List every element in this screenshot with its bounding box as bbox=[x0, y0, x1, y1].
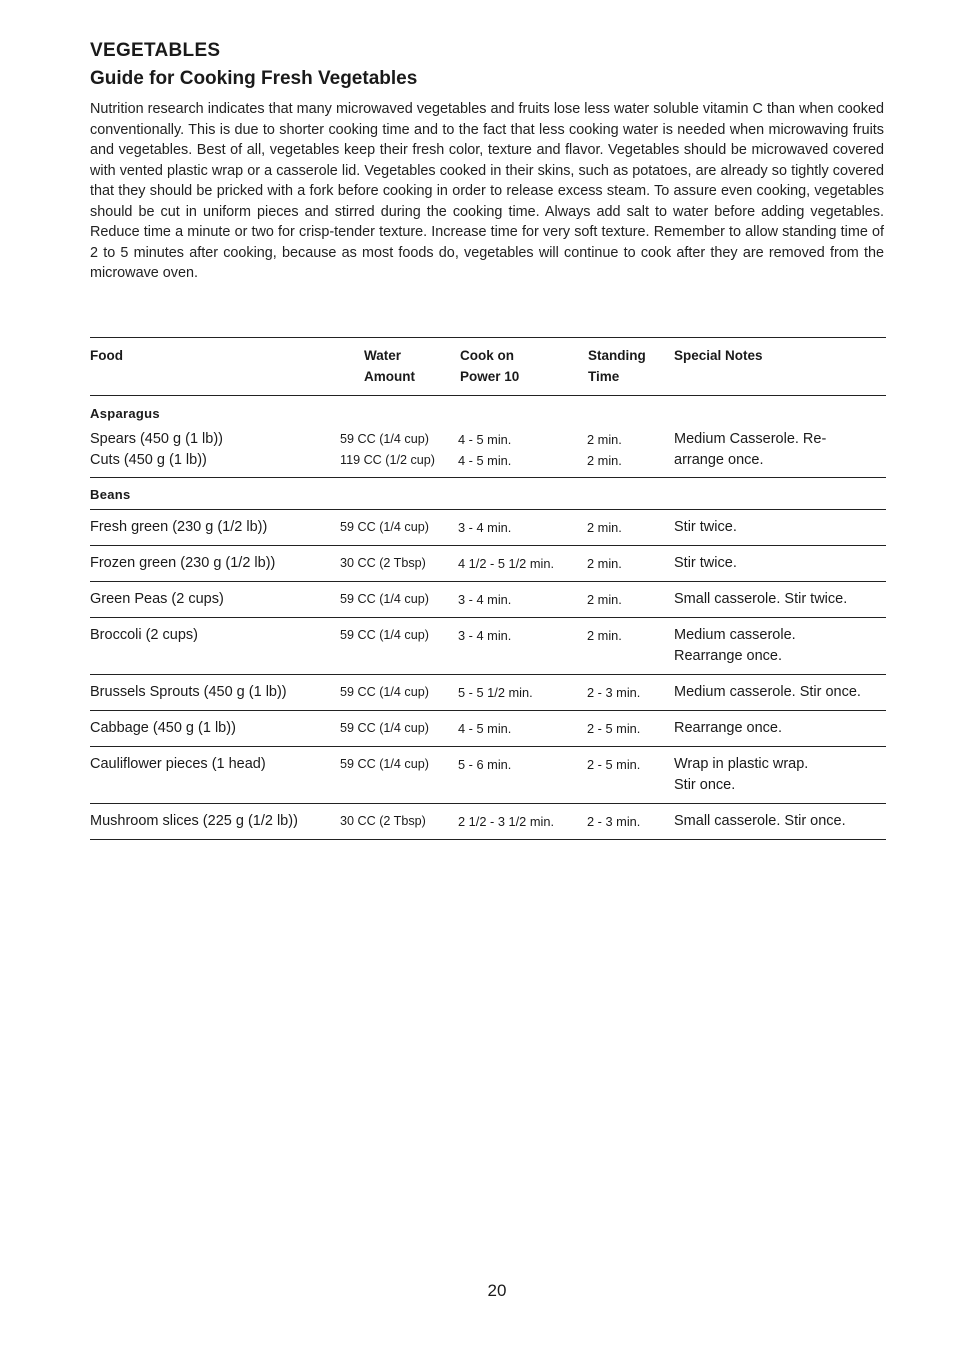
table-row bbox=[90, 675, 886, 711]
cell-food: Cabbage (450 g (1 lb)) bbox=[90, 720, 236, 736]
cell-food: Brussels Sprouts (450 g (1 lb)) bbox=[90, 684, 287, 700]
table-row bbox=[90, 711, 886, 747]
cell-water: 30 CC (2 Tbsp) bbox=[340, 556, 426, 570]
page-number: 20 bbox=[487, 1281, 507, 1300]
cell-notes: Small casserole. Stir once. bbox=[674, 813, 846, 829]
cell-cook: 5 - 6 min. bbox=[458, 757, 512, 772]
category-label: Asparagus bbox=[90, 406, 160, 421]
category-label: Beans bbox=[90, 487, 131, 502]
cell-water: 59 CC (1/4 cup) bbox=[340, 628, 429, 642]
cell-food: Fresh green (230 g (1/2 lb)) bbox=[90, 519, 268, 535]
cell-water: 59 CC (1/4 cup) bbox=[340, 592, 429, 606]
cell-water: 59 CC (1/4 cup) bbox=[340, 721, 429, 735]
cell-cook: 3 - 4 min. bbox=[458, 628, 512, 643]
cell-food: Green Peas (2 cups) bbox=[90, 591, 224, 607]
intro-paragraph: Nutrition research indicates that many microwaved vegetables and fruits lose less water soluble vitamin C than when cooked conventionally. This is due to shorter cooking time and to the fact that less cooking water is needed when microwaving fruits and vegetables. Best of all, vegetables keep their fresh color, texture and flavor. Vegetables should be microwaved covered with vented plastic wrap or a casserole lid. Vegetables cooked in their skins, such as potatoes, are already so tightly covered that they should be pricked with a fork before cooking in order to release excess steam. To assure even cooking, vegetables should be cut in uniform pieces and stirred during the cooking time. Always add salt to water before adding vegetables. Reduce time a minute or two for crisp-tender texture. Increase time for very soft texture. Remember to allow standing time of 2 to 5 minutes after cooking, because as most foods do, vegetables will continue to cook after they are removed from the microwave oven. bbox=[90, 101, 884, 281]
cell-cook: 2 1/2 - 3 1/2 min. bbox=[458, 814, 555, 829]
header-food: Food bbox=[90, 348, 123, 363]
table-row bbox=[90, 582, 886, 618]
cell-cook: 4 - 5 min. 4 - 5 min. bbox=[458, 432, 512, 468]
table-row bbox=[90, 618, 886, 675]
cell-standing: 2 min. bbox=[587, 556, 622, 571]
cell-water: 30 CC (2 Tbsp) bbox=[340, 814, 426, 828]
cell-notes: Medium casserole. Stir once. bbox=[674, 684, 861, 700]
cell-water: 59 CC (1/4 cup) bbox=[340, 757, 429, 771]
table-row bbox=[90, 747, 886, 804]
cell-cook: 3 - 4 min. bbox=[458, 520, 512, 535]
cell-food: Spears (450 g (1 lb)) Cuts (450 g (1 lb)) bbox=[90, 431, 223, 468]
cell-cook: 5 - 5 1/2 min. bbox=[458, 685, 533, 700]
cell-food: Mushroom slices (225 g (1/2 lb)) bbox=[90, 813, 298, 829]
cell-notes: Stir twice. bbox=[674, 519, 737, 535]
cell-cook: 4 1/2 - 5 1/2 min. bbox=[458, 556, 555, 571]
cell-notes: Wrap in plastic wrap. Stir once. bbox=[674, 756, 809, 793]
cell-standing: 2 min. bbox=[587, 628, 622, 643]
cell-water: 59 CC (1/4 cup) bbox=[340, 685, 429, 699]
header-special-notes: Special Notes bbox=[674, 348, 763, 363]
cell-water: 59 CC (1/4 cup) 119 CC (1/2 cup) bbox=[340, 432, 435, 467]
category-row-beans bbox=[90, 478, 886, 510]
cell-standing: 2 - 3 min. bbox=[587, 685, 641, 700]
cell-notes: Stir twice. bbox=[674, 555, 737, 571]
cooking-table bbox=[90, 337, 886, 840]
table-row bbox=[90, 804, 886, 840]
cell-water: 59 CC (1/4 cup) bbox=[340, 520, 429, 534]
cell-standing: 2 - 5 min. bbox=[587, 757, 641, 772]
table-header-row bbox=[90, 338, 886, 396]
cell-standing: 2 min. 2 min. bbox=[587, 432, 622, 468]
cell-standing: 2 - 5 min. bbox=[587, 721, 641, 736]
header-water-amount: Water Amount bbox=[364, 348, 415, 384]
cell-food: Frozen green (230 g (1/2 lb)) bbox=[90, 555, 276, 571]
cell-cook: 3 - 4 min. bbox=[458, 592, 512, 607]
cell-standing: 2 min. bbox=[587, 592, 622, 607]
cell-food: Cauliflower pieces (1 head) bbox=[90, 756, 266, 772]
cell-notes: Medium Casserole. Re- arrange once. bbox=[674, 431, 827, 468]
header-standing-time: Standing Time bbox=[588, 348, 646, 384]
category-row-asparagus bbox=[90, 396, 886, 423]
cell-notes: Rearrange once. bbox=[674, 720, 783, 736]
page-subtitle: Guide for Cooking Fresh Vegetables bbox=[90, 68, 418, 89]
cell-cook: 4 - 5 min. bbox=[458, 721, 512, 736]
table-row bbox=[90, 510, 886, 546]
cell-notes: Medium casserole. Rearrange once. bbox=[674, 627, 796, 664]
table-row bbox=[90, 546, 886, 582]
cell-food: Broccoli (2 cups) bbox=[90, 627, 198, 643]
cell-standing: 2 min. bbox=[587, 520, 622, 535]
header-cook-on-power: Cook on Power 10 bbox=[460, 348, 520, 384]
section-title: VEGETABLES bbox=[90, 40, 221, 61]
cell-notes: Small casserole. Stir twice. bbox=[674, 591, 848, 607]
table-row-asparagus bbox=[90, 422, 886, 478]
cell-standing: 2 - 3 min. bbox=[587, 814, 641, 829]
